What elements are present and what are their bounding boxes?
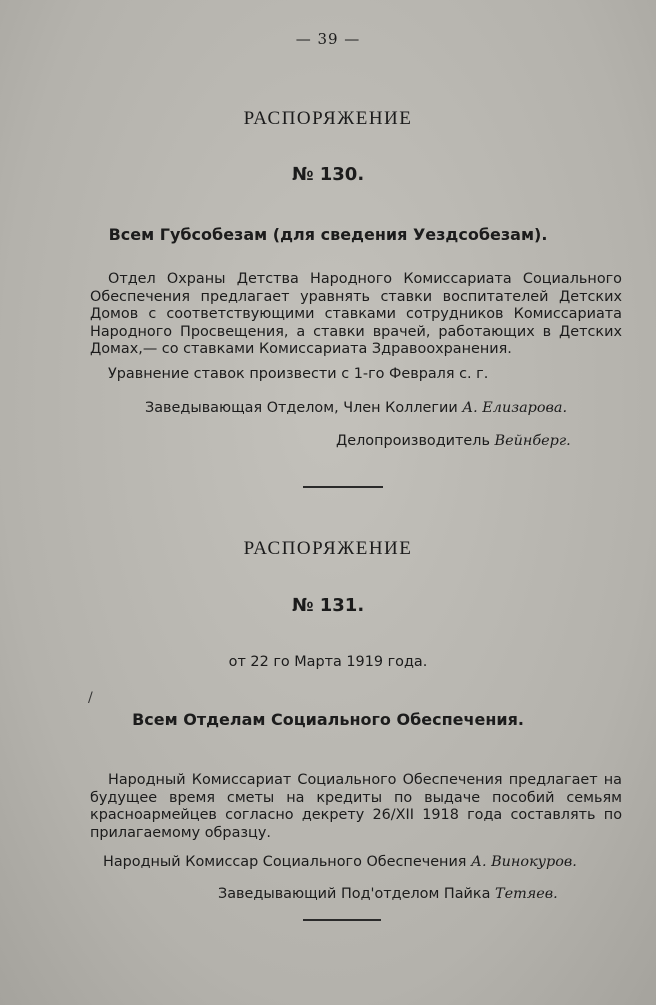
order-130-signature-1-role: Заведывающая Отделом, Член Коллегии (145, 400, 458, 416)
order-130-number: № 130. (291, 164, 365, 185)
page-number: — 39 — (295, 30, 361, 48)
margin-mark: / (88, 690, 93, 706)
order-131-signature-1-name: А. Винокуров. (471, 854, 577, 870)
order-130-body (90, 271, 622, 359)
order-131-signature-2-role: Заведывающий Под'отделом Пайка (218, 886, 491, 902)
order-131-heading: РАСПОРЯЖЕНИЕ (243, 538, 413, 559)
section-divider (303, 486, 383, 488)
order-131-number: № 131. (291, 595, 365, 616)
order-131-addressee: Всем Отделам Социального Обеспечения. (132, 710, 524, 729)
bottom-divider (303, 919, 381, 921)
order-131-signature-1 (103, 854, 577, 870)
order-131-signature-1-role: Народный Комиссар Социального Обеспечения (103, 854, 467, 870)
order-130-addressee: Всем Губсобезам (для сведения Уездсобезам). (108, 225, 548, 244)
order-131-signature-2-name: Тетяев. (494, 886, 558, 902)
order-130-signature-1 (145, 400, 567, 416)
order-130-signature-2-role: Делопроизводитель (336, 433, 490, 449)
order-131-paragraph-1: Народный Комиссариат Социального Обеспечения предлагает на будущее время сметы на кредиты по выдаче пособий семьям красноармейцев согласно декрету 26/XII 1918 года составлять по прилагаемому образцу. (90, 772, 622, 841)
order-130-paragraph-2: Уравнение ставок произвести с 1-го Февраля с. г. (108, 366, 489, 382)
order-131-signature-2 (218, 886, 558, 902)
order-130-signature-2 (336, 433, 571, 449)
order-130-body-2 (90, 366, 622, 384)
order-130-heading: РАСПОРЯЖЕНИЕ (243, 108, 413, 129)
order-130-signature-2-name: Вейнберг. (494, 433, 571, 449)
order-130-signature-1-name: А. Елизарова. (462, 400, 568, 416)
order-130-paragraph-1: Отдел Охраны Детства Народного Комиссариата Социального Обеспечения предлагает уравнять ставки воспитателей Детских Домов с соответствующими ставками сотрудников Комиссариата Народного Просвещения, а ставки врачей, работающих в Детских Домах,— со ставками Комиссариата Здравоохранения. (90, 271, 622, 358)
order-131-date: от 22 го Марта 1919 года. (228, 654, 428, 670)
order-131-body (90, 772, 622, 842)
